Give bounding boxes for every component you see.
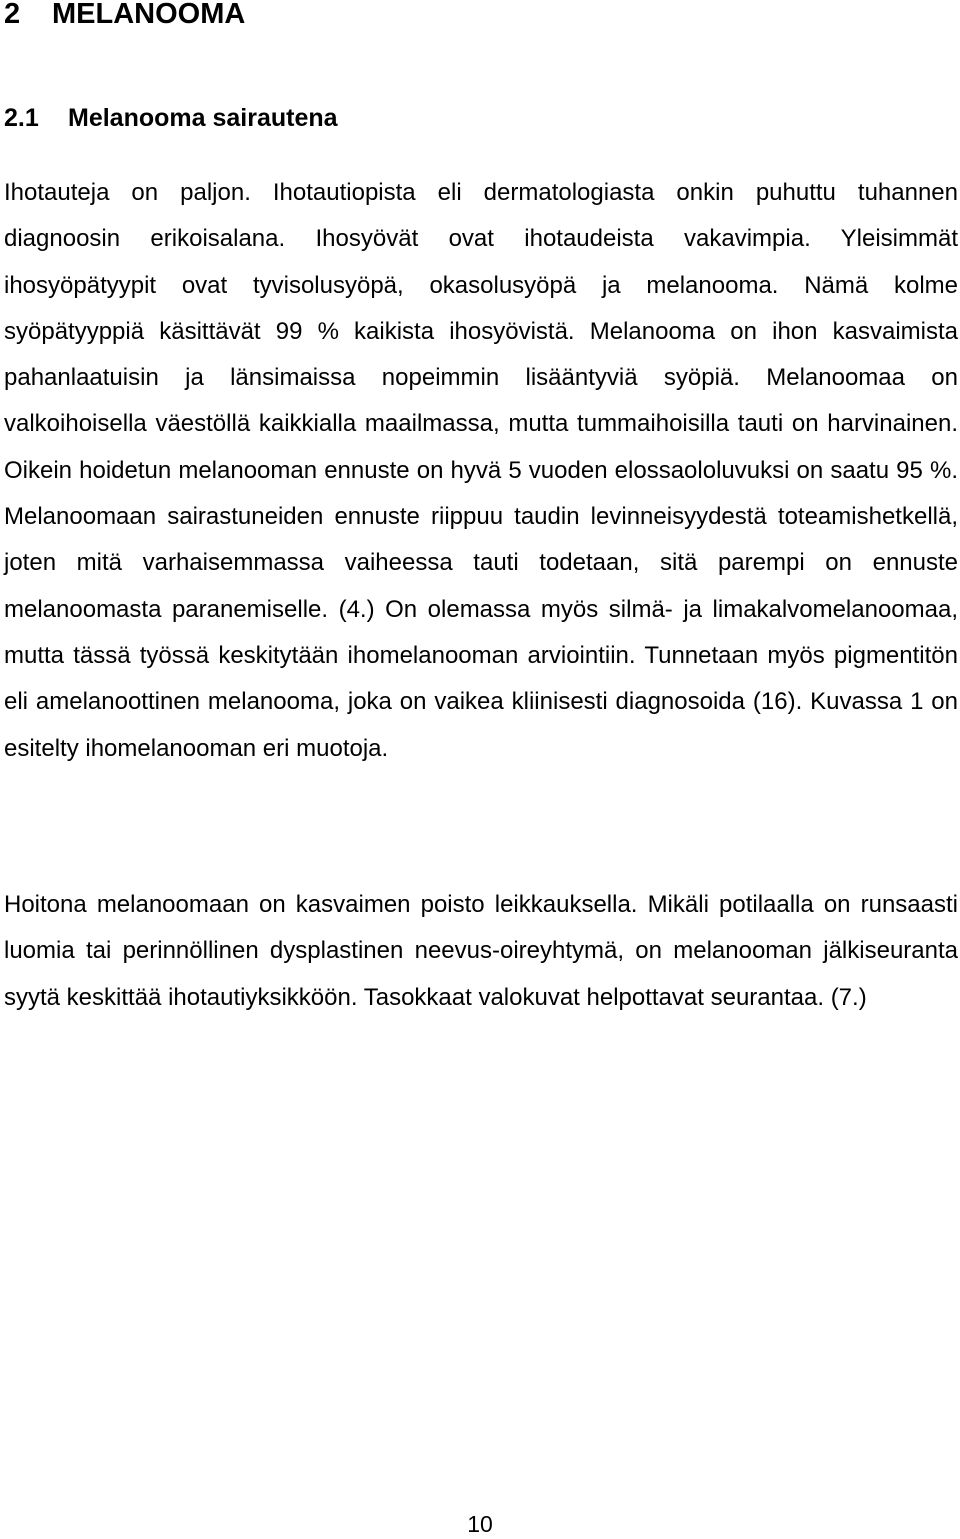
chapter-heading [4, 0, 245, 34]
body-paragraph: Ihotauteja on paljon. Ihotautiopista eli dermatologiasta onkin puhuttu tuhannen diagnoosin erikoisalana. Ihosyövät ovat ihotaudeista vakavimpia. Yleisimmät ihosyöpätyypit ovat tyvisolusyöpä, okasolusyöpä ja melanooma. Nämä kolme syöpätyyppiä käsittävät 99 % kaikista ihosyövistä. Melanooma on ihon kasvaimista pahanlaatuisin ja länsimaissa nopeimmin lisääntyviä syöpiä. Melanoomaa on valkoihoisella väestöllä kaikkialla maailmassa, mutta tummaihoisilla tauti on harvinainen. Oikein hoidetun melanooman ennuste on hyvä 5 vuoden elossaololuvuksi on saatu 95 %. Melanoomaan sairastuneiden ennuste riippuu taudin levinneisyydestä toteamishetkellä, joten mitä varhaisemmassa vaiheessa tauti todetaan, sitä parempi on ennuste melanoomasta paranemiselle. (4.) On olemassa myös silmä- ja limakalvomelanoomaa, mutta tässä työssä keskitytään ihomelanooman arviointiin. Tunnetaan myös pigmentitön eli amelanoottinen melanooma, joka on vaikea kliinisesti diagnosoida (16). Kuvassa 1 on esitelty ihomelanooman eri muotoja. [4, 179, 958, 762]
body-paragraph: Hoitona melanoomaan on kasvaimen poisto leikkauksella. Mikäli potilaalla on runsaasti luomia tai perinnöllinen dysplastinen neevus-oireyhtymä, on melanooman jälkiseuranta syytä keskittää ihotautiyksikköön. Tasokkaat valokuvat helpottavat seurantaa. (7.) [4, 891, 958, 1011]
section-title: Melanooma sairautena [68, 104, 338, 132]
chapter-number: 2 [4, 0, 21, 30]
page-number: 10 [467, 1511, 493, 1537]
section-heading [4, 101, 338, 135]
section-number: 2.1 [4, 104, 39, 132]
chapter-title: MELANOOMA [52, 0, 246, 30]
